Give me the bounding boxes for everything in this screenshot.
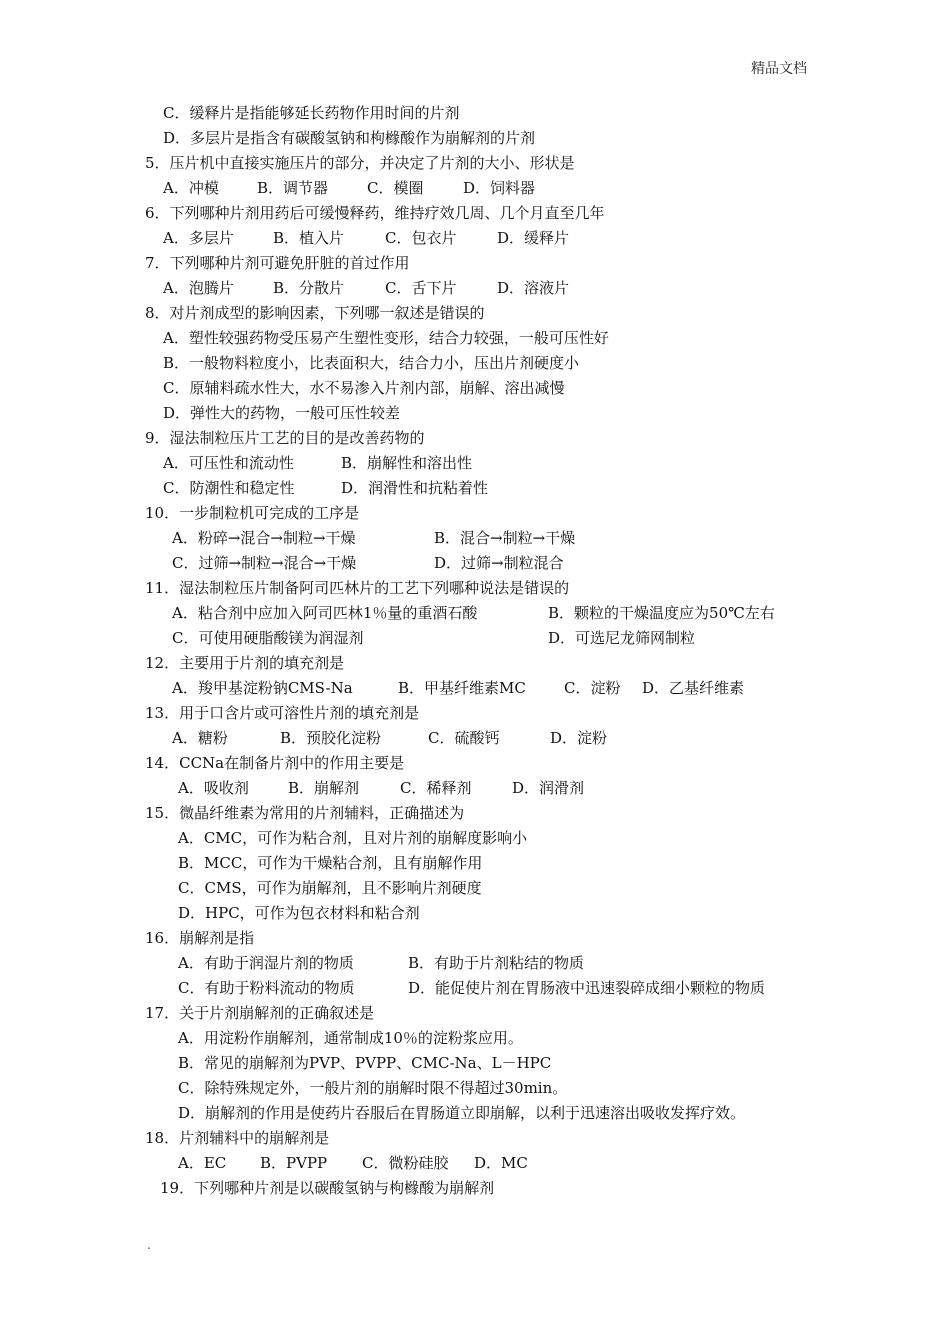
q6-option-a: A．多层片 [163,229,234,247]
q15-stem: 15．微晶纤维素为常用的片剂辅料，正确描述为 [145,804,465,822]
q8-stem: 8．对片剂成型的影响因素，下列哪一叙述是错误的 [145,304,485,322]
q11-option-d: D．可选尼龙筛网制粒 [548,629,696,647]
q5-stem: 5．压片机中直接实施压片的部分，并决定了片剂的大小、形状是 [145,154,575,172]
q18-option-d: D．MC [474,1154,528,1172]
q7-stem: 7．下列哪种片剂可避免肝脏的首过作用 [145,254,410,272]
q12-option-d: D．乙基纤维素 [642,679,745,697]
q10-option-d: D．过筛→制粒混合 [434,554,564,572]
q9-option-b: B．崩解性和溶出性 [341,454,473,472]
q4-option-d: D．多层片是指含有碳酸氢钠和枸橼酸作为崩解剂的片剂 [163,129,536,147]
q9-option-c: C．防潮性和稳定性 [163,479,295,497]
q10-option-a: A．粉碎→混合→制粒→干燥 [172,529,356,547]
q13-stem: 13．用于口含片或可溶性片剂的填充剂是 [145,704,420,722]
q5-option-b: B．调节器 [257,179,329,197]
q19-stem: 19．下列哪种片剂是以碳酸氢钠与枸橼酸为崩解剂 [160,1179,495,1197]
q9-stem: 9．湿法制粒压片工艺的目的是改善药物的 [145,429,425,447]
q17-option-b: B．常见的崩解剂为PVP、PVPP、CMC-Na、L－HPC [178,1054,552,1072]
q14-option-d: D．润滑剂 [512,779,585,797]
q11-option-c: C．可使用硬脂酸镁为润湿剂 [172,629,364,647]
q13-option-b: B．预胶化淀粉 [280,729,382,747]
q13-option-d: D．淀粉 [550,729,608,747]
q4-option-c: C．缓释片是指能够延长药物作用时间的片剂 [163,104,460,122]
q7-option-b: B．分散片 [273,279,345,297]
q8-option-a: A．塑性较强药物受压易产生塑性变形，结合力较强，一般可压性好 [163,329,609,347]
q12-option-c: C．淀粉 [564,679,621,697]
q5-option-c: C．模圈 [367,179,424,197]
q8-option-c: C．原辅料疏水性大，水不易渗入片剂内部，崩解、溶出减慢 [163,379,565,397]
q12-option-b: B．甲基纤维素MC [398,679,526,697]
q16-stem: 16．崩解剂是指 [145,929,255,947]
page-header: 精品文档 [751,61,807,77]
q11-stem: 11．湿法制粒压片制备阿司匹林片的工艺下列哪种说法是错误的 [145,579,570,597]
q17-option-c: C．除特殊规定外，一般片剂的崩解时限不得超过30min。 [178,1079,568,1097]
q11-option-a: A．粘合剂中应加入阿司匹林1％量的重酒石酸 [172,604,478,622]
q12-option-a: A．羧甲基淀粉钠CMS-Na [172,679,353,697]
q10-option-b: B．混合→制粒→干燥 [434,529,576,547]
q16-option-a: A．有助于润湿片剂的物质 [178,954,354,972]
page-footer: . [147,1238,151,1252]
q11-option-b: B．颗粒的干燥温度应为50℃左右 [548,604,775,622]
q8-option-d: D．弹性大的药物，一般可压性较差 [163,404,401,422]
q15-option-d: D．HPC，可作为包衣材料和粘合剂 [178,904,420,922]
q12-stem: 12．主要用于片剂的填充剂是 [145,654,345,672]
q16-option-c: C．有助于粉料流动的物质 [178,979,355,997]
q5-option-a: A．冲模 [163,179,219,197]
q18-option-a: A．EC [178,1154,227,1172]
q6-stem: 6．下列哪种片剂用药后可缓慢释药，维持疗效几周、几个月直至几年 [145,204,605,222]
q6-option-b: B．植入片 [273,229,345,247]
q14-stem: 14．CCNa在制备片剂中的作用主要是 [145,754,405,772]
q14-option-b: B．崩解剂 [288,779,360,797]
q5-option-d: D．饲料器 [463,179,536,197]
q16-option-d: D．能促使片剂在胃肠液中迅速裂碎成细小颗粒的物质 [408,979,766,997]
q10-stem: 10．一步制粒机可完成的工序是 [145,504,360,522]
q6-option-c: C．包衣片 [385,229,457,247]
q13-option-a: A．糖粉 [172,729,228,747]
q17-option-d: D．崩解剂的作用是使药片吞服后在胃肠道立即崩解，以利于迅速溶出吸收发挥疗效。 [178,1104,746,1122]
q18-option-b: B．PVPP [260,1154,328,1172]
q15-option-b: B．MCC，可作为干燥粘合剂，且有崩解作用 [178,854,483,872]
q18-stem: 18．片剂辅料中的崩解剂是 [145,1129,330,1147]
q9-option-d: D．润滑性和抗粘着性 [341,479,489,497]
q16-option-b: B．有助于片剂粘结的物质 [408,954,585,972]
q15-option-a: A．CMC，可作为粘合剂，且对片剂的崩解度影响小 [178,829,528,847]
q15-option-c: C．CMS，可作为崩解剂，且不影响片剂硬度 [178,879,482,897]
q17-option-a: A．用淀粉作崩解剂，通常制成10％的淀粉浆应用。 [178,1029,523,1047]
q14-option-a: A．吸收剂 [178,779,249,797]
q8-option-b: B．一般物料粒度小，比表面积大，结合力小，压出片剂硬度小 [163,354,580,372]
q7-option-c: C．舌下片 [385,279,457,297]
q14-option-c: C．稀释剂 [400,779,472,797]
q7-option-a: A．泡腾片 [163,279,234,297]
q18-option-c: C．微粉硅胶 [362,1154,449,1172]
q17-stem: 17．关于片剂崩解剂的正确叙述是 [145,1004,375,1022]
q9-option-a: A．可压性和流动性 [163,454,294,472]
q13-option-c: C．硫酸钙 [428,729,500,747]
q7-option-d: D．溶液片 [497,279,570,297]
q6-option-d: D．缓释片 [497,229,570,247]
q10-option-c: C．过筛→制粒→混合→干燥 [172,554,357,572]
